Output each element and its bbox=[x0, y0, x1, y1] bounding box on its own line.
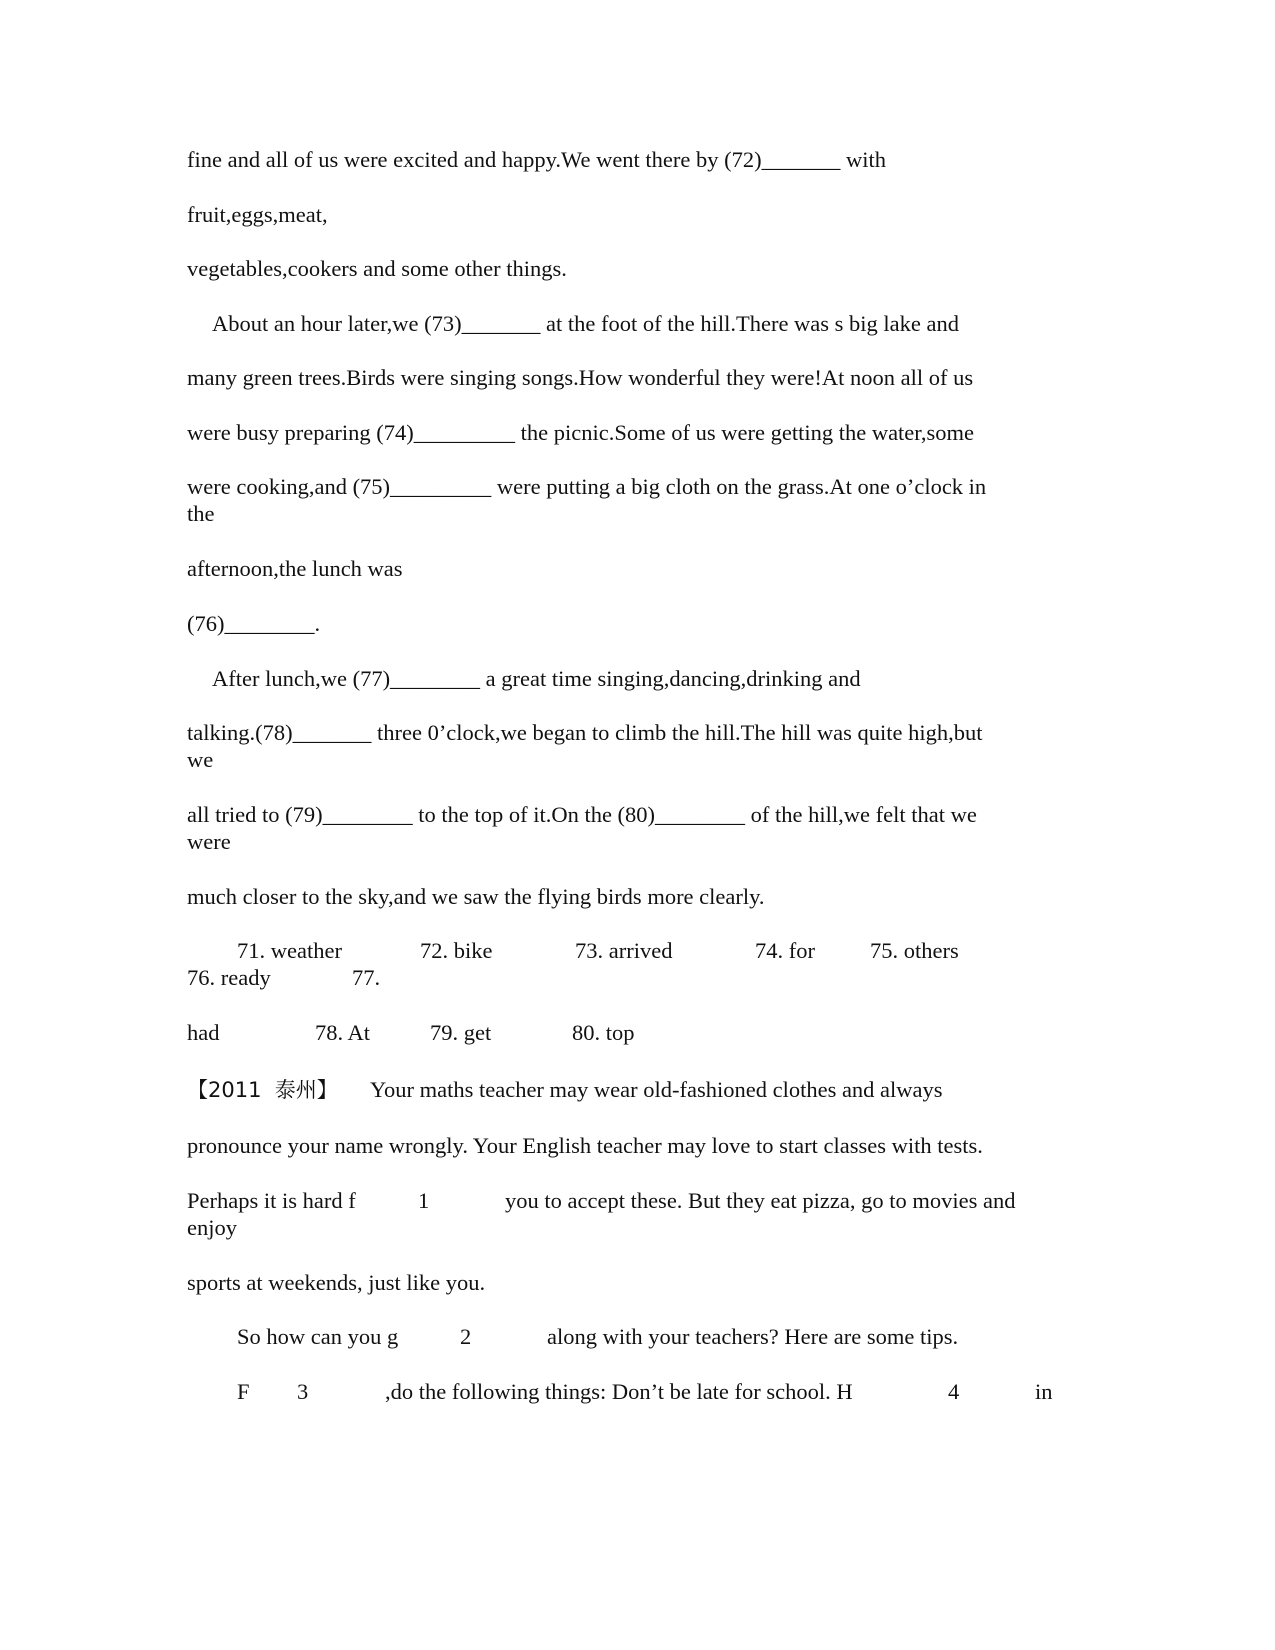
passage-line-part: So how can you g bbox=[237, 1324, 399, 1349]
answer-74: 74. for bbox=[755, 938, 815, 963]
passage-line: pronounce your name wrongly. Your English teacher may love to start classes with tests. bbox=[187, 1133, 983, 1158]
passage-line: we bbox=[187, 747, 214, 772]
source-tag: 【2011 泰州】 bbox=[187, 1078, 338, 1102]
passage-line: talking.(78)_______ three 0’clock,we began to climb the hill.The hill was quite high,but bbox=[187, 720, 983, 745]
passage-line: were cooking,and (75)_________ were putting a big cloth on the grass.At one o’clock in bbox=[187, 474, 987, 499]
passage-line: fine and all of us were excited and happy.We went there by (72)_______ with bbox=[187, 147, 887, 172]
passage-line: all tried to (79)________ to the top of it.On the (80)________ of the hill,we felt that we bbox=[187, 802, 977, 827]
passage-line: Your maths teacher may wear old-fashioned clothes and always bbox=[370, 1077, 943, 1102]
passage-line-part: ,do the following things: Don’t be late for school. H bbox=[385, 1379, 853, 1404]
passage-line: About an hour later,we (73)_______ at the foot of the hill.There was s big lake and bbox=[212, 311, 960, 336]
answer-73: 73. arrived bbox=[575, 938, 673, 963]
answer-77-value: had bbox=[187, 1020, 220, 1045]
answer-79: 79. get bbox=[430, 1020, 492, 1045]
passage-line-part: in bbox=[1035, 1379, 1053, 1404]
blank-number: 1 bbox=[418, 1188, 430, 1213]
answer-77: 77. bbox=[352, 965, 381, 990]
passage-line-part: along with your teachers? Here are some tips. bbox=[547, 1324, 959, 1349]
answer-78: 78. At bbox=[315, 1020, 371, 1045]
passage-line-part: F bbox=[237, 1379, 250, 1404]
passage-line-part: Perhaps it is hard f bbox=[187, 1188, 356, 1213]
passage-line: After lunch,we (77)________ a great time singing,dancing,drinking and bbox=[212, 666, 861, 691]
passage-line: many green trees.Birds were singing songs.How wonderful they were!At noon all of us bbox=[187, 365, 974, 390]
answer-71: 71. weather bbox=[237, 938, 342, 963]
passage-line: were bbox=[187, 829, 231, 854]
answer-76: 76. ready bbox=[187, 965, 271, 990]
passage-line: much closer to the sky,and we saw the flying birds more clearly. bbox=[187, 884, 765, 909]
passage-line-part: you to accept these. But they eat pizza, go to movies and bbox=[505, 1188, 1016, 1213]
blank-number: 2 bbox=[460, 1324, 472, 1349]
answer-80: 80. top bbox=[572, 1020, 635, 1045]
passage-line: (76)________. bbox=[187, 611, 321, 636]
passage-line: enjoy bbox=[187, 1215, 237, 1240]
passage-line: fruit,eggs,meat, bbox=[187, 202, 328, 227]
passage-line: afternoon,the lunch was bbox=[187, 556, 403, 581]
passage-line: were busy preparing (74)_________ the picnic.Some of us were getting the water,some bbox=[187, 420, 975, 445]
passage-line: the bbox=[187, 501, 215, 526]
blank-number: 3 bbox=[297, 1379, 309, 1404]
answer-75: 75. others bbox=[870, 938, 959, 963]
blank-number: 4 bbox=[948, 1379, 960, 1404]
passage-line: sports at weekends, just like you. bbox=[187, 1270, 486, 1295]
passage-line: vegetables,cookers and some other things. bbox=[187, 256, 567, 281]
answer-72: 72. bike bbox=[420, 938, 493, 963]
